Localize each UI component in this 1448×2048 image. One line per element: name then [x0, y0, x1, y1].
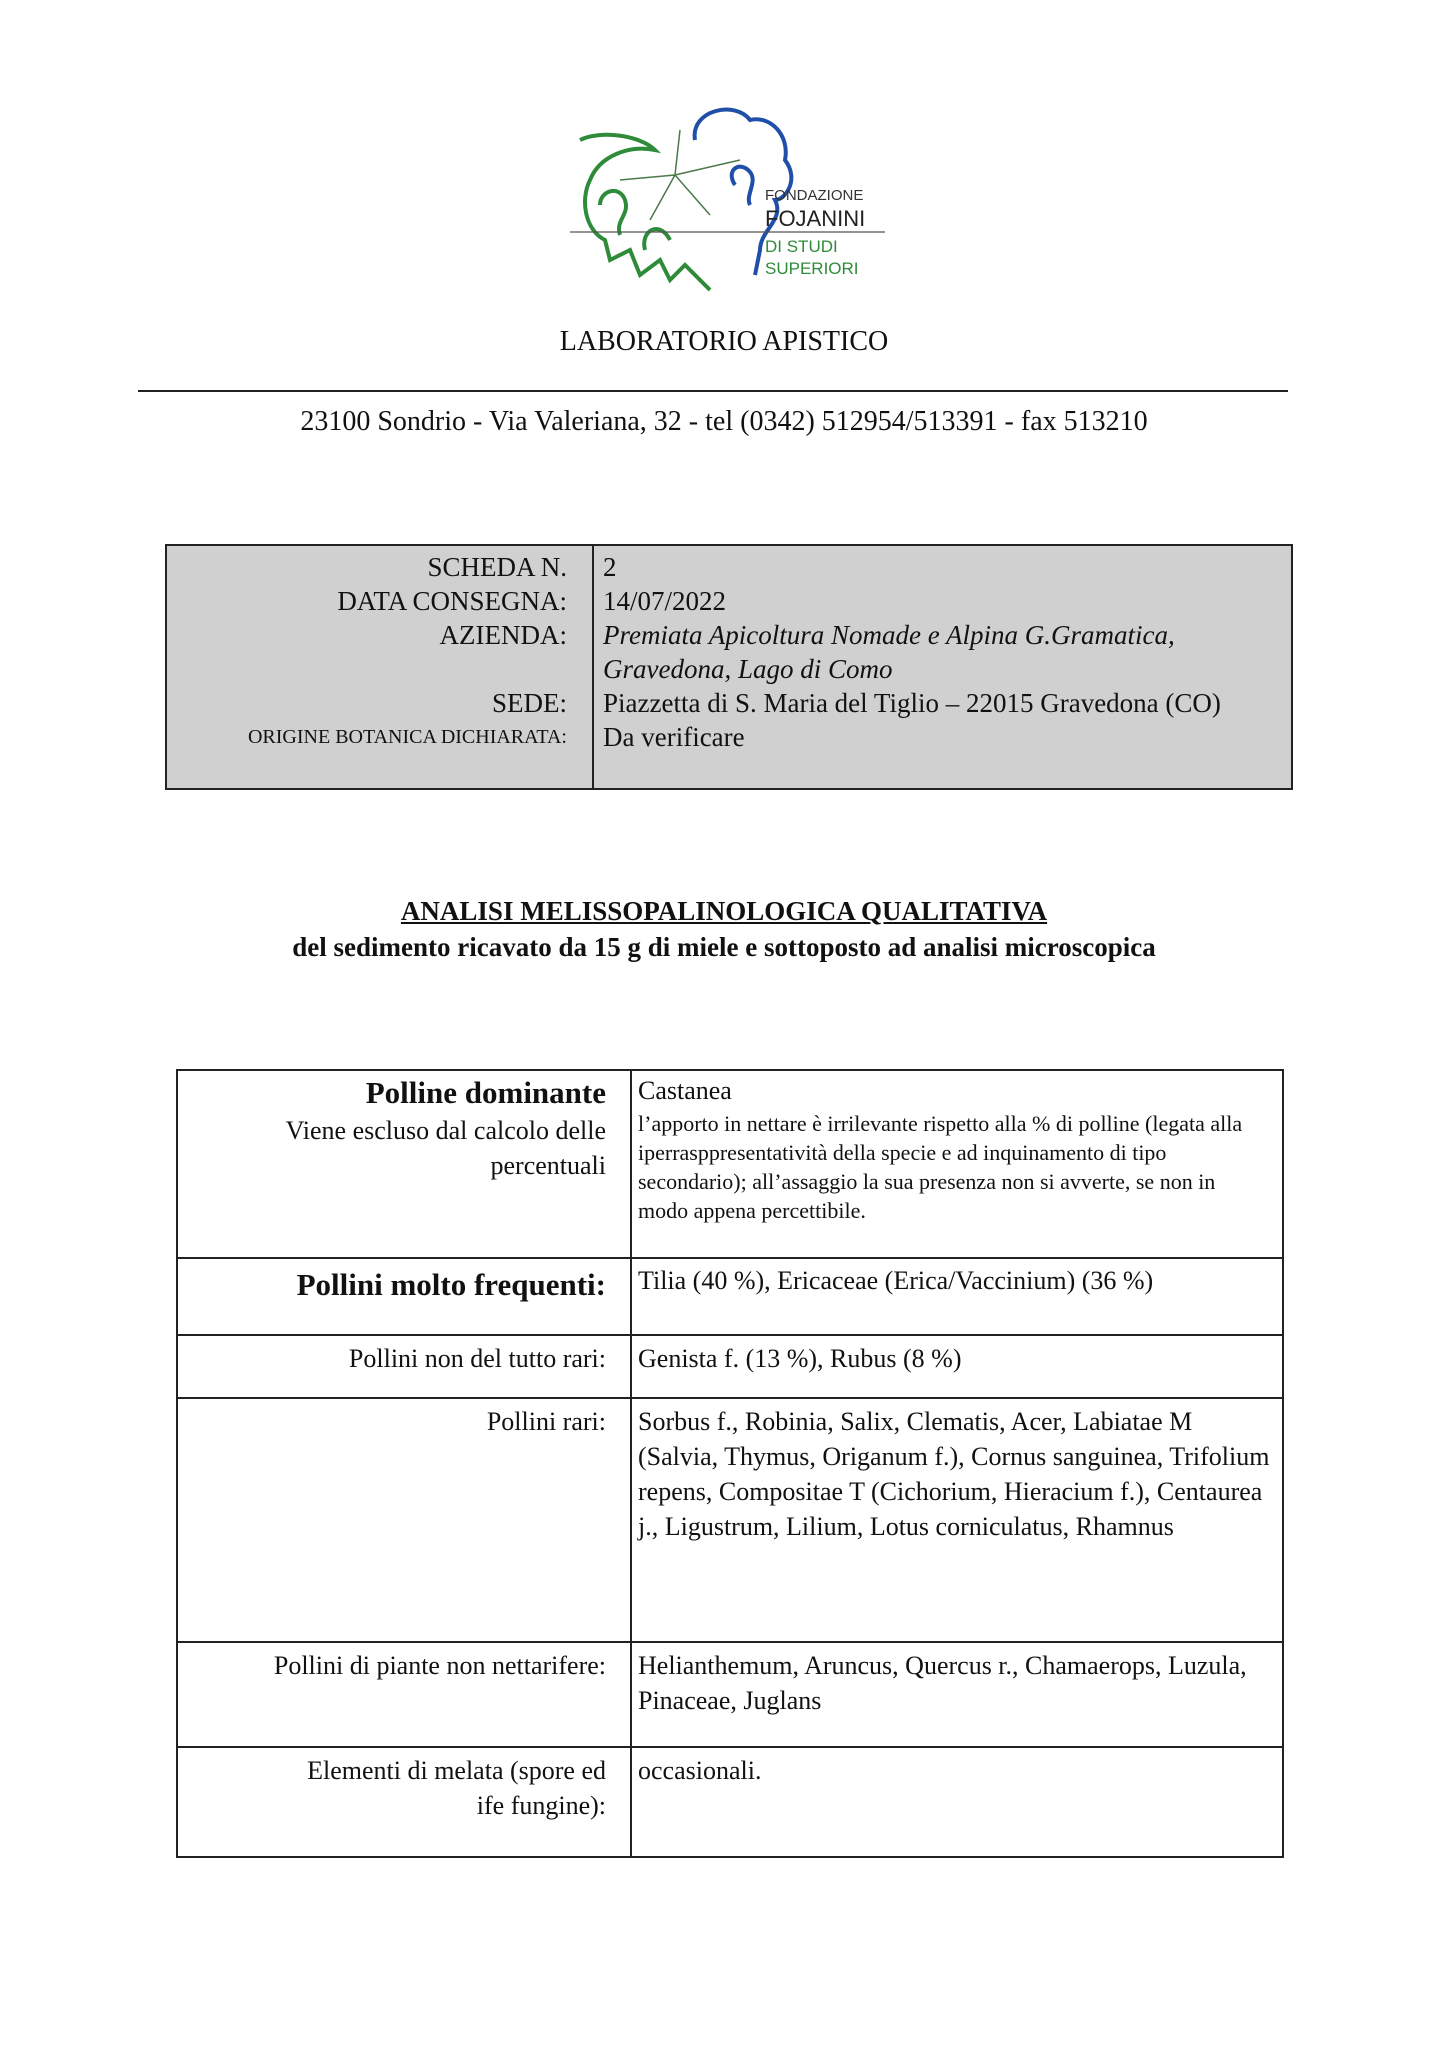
azienda-label: AZIENDA: [439, 620, 567, 650]
sede-value: Piazzetta di S. Maria del Tiglio – 22015 Gravedona (CO) [603, 688, 1221, 718]
melata-label: Elementi di melata (spore ed ife fungine): [307, 1756, 606, 1820]
row-divider [178, 1397, 1282, 1399]
molto-frequenti-label: Pollini molto frequenti: [296, 1267, 606, 1302]
dominant-label: Polline dominante [365, 1075, 606, 1110]
origine-label: ORIGINE BOTANICA DICHIARATA: [247, 726, 567, 748]
lab-address: 23100 Sondrio - Via Valeriana, 32 - tel (0342) 512954/513391 - fax 513210 [300, 406, 1148, 437]
azienda-value-line2: Gravedona, Lago di Como [603, 654, 893, 684]
row-divider [178, 1257, 1282, 1259]
dominant-value: Castanea [638, 1076, 732, 1105]
azienda-value: Premiata Apicoltura Nomade e Alpina G.Gramatica, [603, 620, 1175, 650]
lab-name: LABORATORIO APISTICO [559, 326, 889, 357]
logo-text: FOJANINI [765, 206, 866, 231]
logo-text: FONDAZIONE [765, 187, 864, 204]
non-rari-value: Genista f. (13 %), Rubus (8 %) [638, 1344, 962, 1373]
logo-text: DI STUDI [765, 237, 838, 256]
data-consegna-label: DATA CONSEGNA: [337, 586, 567, 616]
fondazione-fojanini-logo [560, 100, 890, 295]
origine-value: Da verificare [603, 722, 745, 752]
pollen-table [176, 1069, 1284, 1858]
column-divider [630, 1071, 632, 1856]
dominant-note: Viene escluso dal calcolo delle [285, 1116, 606, 1145]
scheda-value: 2 [603, 552, 617, 582]
row-divider [178, 1334, 1282, 1336]
analysis-subtitle: del sedimento ricavato da 15 g di miele e sottoposto ad analisi microscopica [292, 932, 1156, 962]
rari-value: Sorbus f., Robinia, Salix, Clematis, Acer, Labiatae M (Salvia, Thymus, Origanum f.), Cornus sanguinea, Trifolium repens, Compositae T (Cichorium, Hieracium f.), Centaurea j., Ligustrum, Lilium, Lotus corniculatus, Rhamnus [638, 1407, 1270, 1541]
rari-label: Pollini rari: [486, 1407, 606, 1436]
scheda-table [165, 544, 1293, 790]
row-divider [178, 1641, 1282, 1643]
analysis-title: ANALISI MELISSOPALINOLOGICA QUALITATIVA [400, 896, 1048, 926]
dominant-description: l’apporto in nettare è irrilevante rispetto alla % di polline (legata alla iperrasppresentatività della specie e ad inquinamento di tipo secondario); all’assaggio la sua presenza non si avverte, se non in modo appena percettibile. [638, 1111, 1243, 1223]
dominant-note-line2: percentuali [490, 1151, 606, 1180]
non-nettarifere-label: Pollini di piante non nettarifere: [273, 1651, 606, 1680]
header-divider [138, 390, 1288, 392]
column-divider [592, 546, 594, 788]
melata-value: occasionali. [638, 1756, 762, 1785]
non-nettarifere-value: Helianthemum, Aruncus, Quercus r., Chamaerops, Luzula, Pinaceae, Juglans [638, 1651, 1247, 1715]
sede-label: SEDE: [491, 688, 567, 718]
logo-text: SUPERIORI [765, 259, 859, 278]
row-divider [178, 1746, 1282, 1748]
molto-frequenti-value: Tilia (40 %), Ericaceae (Erica/Vaccinium) (36 %) [638, 1266, 1154, 1295]
data-consegna-value: 14/07/2022 [603, 586, 727, 616]
scheda-label: SCHEDA N. [427, 552, 567, 582]
non-rari-label: Pollini non del tutto rari: [348, 1344, 606, 1373]
